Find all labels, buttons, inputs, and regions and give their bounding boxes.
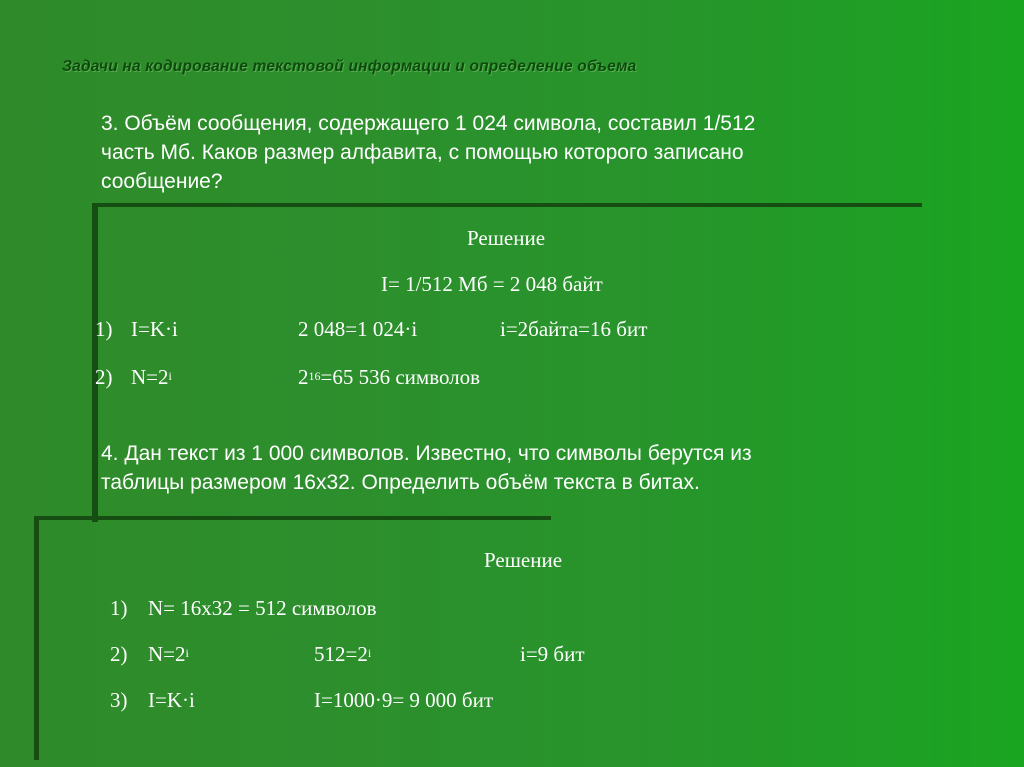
formula-exponent: i xyxy=(168,369,172,383)
solution-3-heading: Решение xyxy=(467,226,546,250)
task-4-line: таблицы размером 16х32. Определить объём текста в битах. xyxy=(101,471,700,494)
formula-base: N=2 xyxy=(148,642,186,666)
solution-3-step-1-result: i=2байта=16 бит xyxy=(500,317,648,341)
solution-4-step-2-number: 2) xyxy=(110,642,128,666)
solution-4-step-2-result: i=9 бит xyxy=(520,642,585,666)
task-3-line: сообщение? xyxy=(101,170,223,193)
solution-4-step-2-formula xyxy=(148,642,189,666)
solution-3-step-1-number: 1) xyxy=(95,317,113,341)
formula-base: N=2 xyxy=(131,365,169,389)
task-4-line: 4. Дан текст из 1 000 символов. Известно, что символы берутся из xyxy=(101,442,752,465)
slide-title: Задачи на кодирование текстовой информации и определение объема xyxy=(62,58,637,75)
solution-4-step-3-result: I=1000·9= 9 000 бит xyxy=(314,688,494,712)
solution-3-step-2-result xyxy=(298,365,480,389)
task-3-text xyxy=(101,109,921,196)
solution-4-step-3-formula: I=K·i xyxy=(148,688,195,712)
task-4-text xyxy=(101,439,921,497)
solution-3-step-2-number: 2) xyxy=(95,365,113,389)
formula-exponent: i xyxy=(185,646,189,660)
solution-3-formula: I= 1/512 Мб = 2 048 байт xyxy=(381,272,603,296)
task-3-line: часть Мб. Каков размер алфавита, с помощью которого записано xyxy=(101,141,744,164)
solution-4-frame xyxy=(34,516,551,760)
solution-3-step-2-formula xyxy=(131,365,172,389)
solution-4-step-3-number: 3) xyxy=(110,688,128,712)
power-result: =65 536 символов xyxy=(320,365,481,389)
power-base: 2 xyxy=(298,365,309,389)
solution-4-heading: Решение xyxy=(484,548,563,572)
solution-4-step-2-equation xyxy=(314,642,371,666)
task-3-line: 3. Объём сообщения, содержащего 1 024 символа, составил 1/512 xyxy=(101,112,756,135)
solution-3-step-1-formula: I=K·i xyxy=(131,317,178,341)
power-exponent: 16 xyxy=(308,369,321,383)
equation-exponent: i xyxy=(367,646,372,660)
solution-4-step-1-formula: N= 16х32 = 512 символов xyxy=(148,596,377,620)
solution-4-step-1-number: 1) xyxy=(110,596,128,620)
equation-base: 512=2 xyxy=(314,642,368,666)
solution-3-step-1-equation: 2 048=1 024·i xyxy=(298,317,418,341)
